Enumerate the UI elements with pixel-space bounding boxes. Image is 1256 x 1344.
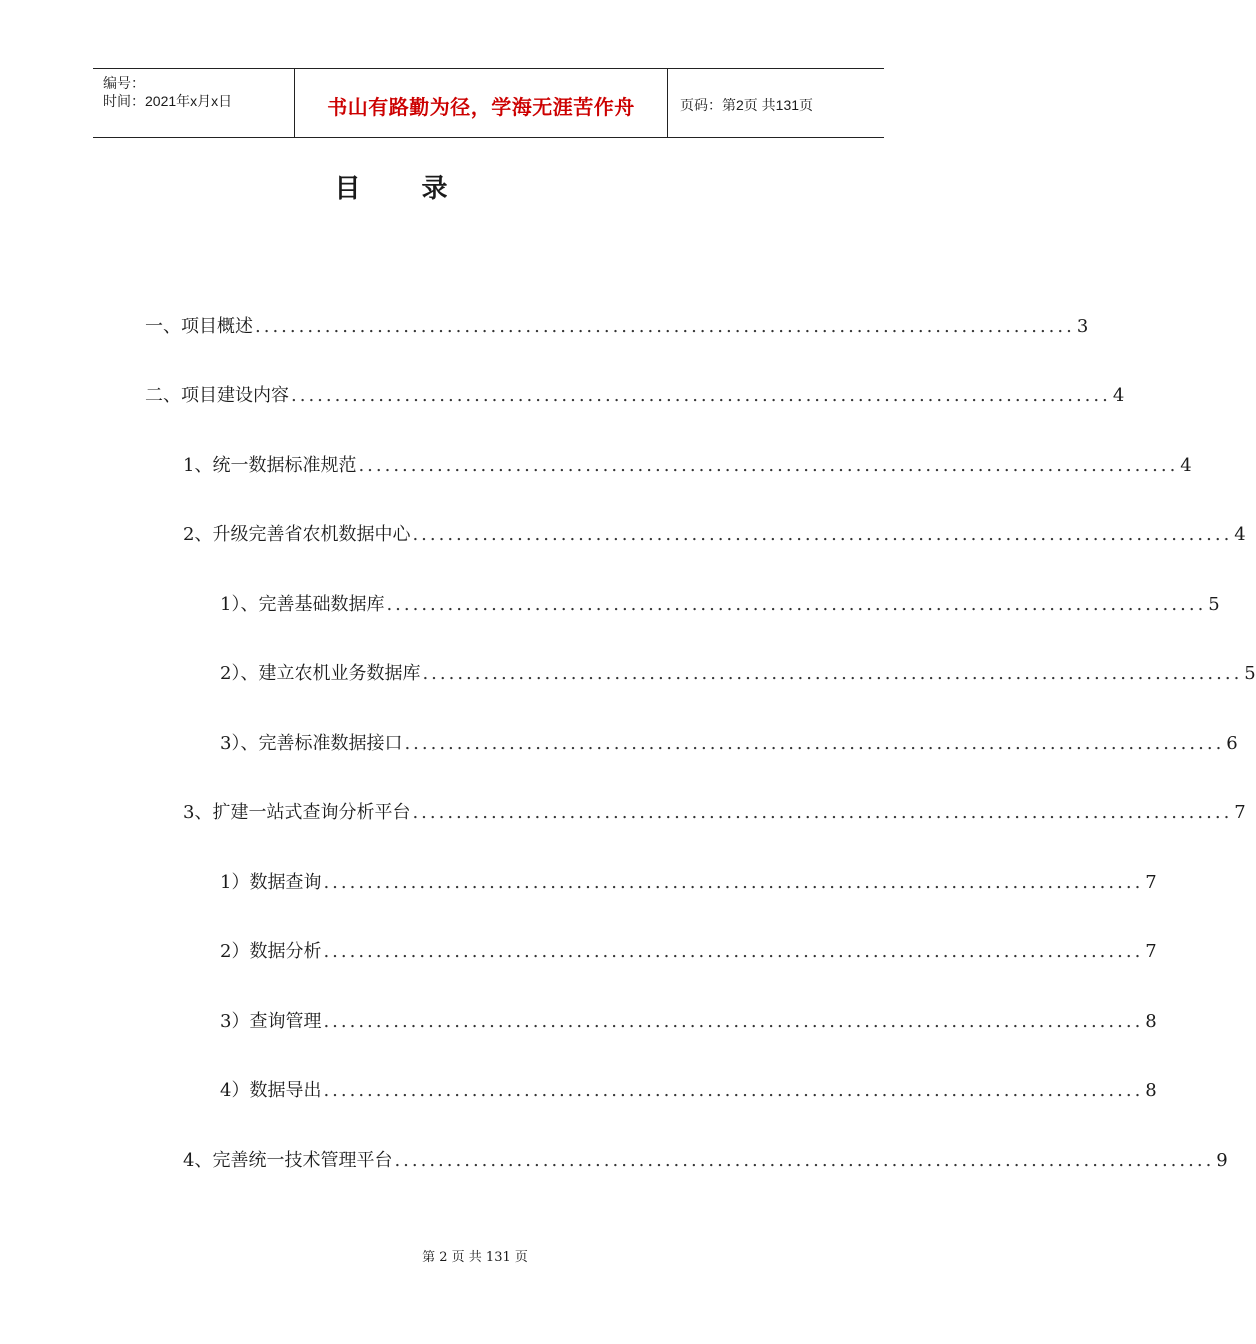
- toc-entry[interactable]: [220, 868, 1157, 898]
- header-motto: 书山有路勤为径，学海无涯苦作舟: [327, 95, 635, 119]
- toc-entry-page: 4: [1112, 385, 1125, 406]
- toc-entry-label: 2）数据分析: [220, 941, 322, 962]
- toc-leader-dots: ..............................................................................................: [412, 802, 1233, 823]
- toc-leader-dots: ..............................................................................................: [323, 941, 1144, 962]
- toc-entry-page: 7: [1145, 872, 1157, 893]
- toc-entry[interactable]: [145, 381, 1125, 411]
- toc-entry-label: 3）、完善标准数据接口: [220, 733, 403, 754]
- toc-entry[interactable]: [145, 312, 1089, 342]
- toc-entry-label: 1）、完善基础数据库: [220, 594, 385, 615]
- header-page-cell: [668, 69, 884, 137]
- toc-entry-label: 2、升级完善省农机数据中心: [183, 524, 411, 545]
- page-footer: 第 2 页 共 131 页: [422, 1250, 528, 1265]
- toc-leader-dots: ..............................................................................................: [323, 1011, 1144, 1032]
- toc-entry-label: 4、完善统一技术管理平台: [183, 1150, 393, 1171]
- toc-entry[interactable]: [183, 1146, 1228, 1176]
- toc-title: 目 录: [334, 174, 474, 204]
- toc-leader-dots: ..............................................................................................: [323, 1080, 1144, 1101]
- toc-entry-label: 2）、建立农机业务数据库: [220, 663, 421, 684]
- toc-entry[interactable]: [220, 729, 1238, 759]
- toc-leader-dots: ..............................................................................................: [255, 316, 1075, 337]
- toc-leader-dots: ..............................................................................................: [394, 1150, 1215, 1171]
- toc-entry-label: 4）数据导出: [220, 1080, 322, 1101]
- toc-entry-page: 6: [1226, 733, 1238, 754]
- header-table: [93, 68, 884, 138]
- toc-entry-label: 3、扩建一站式查询分析平台: [183, 802, 411, 823]
- header-page-info: 页码：第2页 共131页: [680, 97, 814, 113]
- toc-entry-page: 4: [1234, 524, 1246, 545]
- toc-entry-page: 3: [1076, 316, 1089, 337]
- document-number-label: 编号：: [103, 75, 145, 91]
- toc-entry-page: 4: [1180, 455, 1192, 476]
- toc-entry[interactable]: [220, 937, 1157, 967]
- toc-entry-page: 7: [1145, 941, 1157, 962]
- toc-entry[interactable]: [220, 659, 1256, 689]
- toc-leader-dots: ..............................................................................................: [291, 385, 1111, 406]
- toc-entry[interactable]: [220, 1007, 1157, 1037]
- header-motto-cell: [295, 69, 668, 137]
- toc-entry[interactable]: [183, 520, 1246, 550]
- toc-entry[interactable]: [183, 798, 1246, 828]
- toc-entry[interactable]: [220, 1076, 1157, 1106]
- toc-entry-page: 7: [1234, 802, 1246, 823]
- toc-leader-dots: ..............................................................................................: [358, 455, 1179, 476]
- toc-entry-label: 1、统一数据标准规范: [183, 455, 357, 476]
- toc-leader-dots: ..............................................................................................: [323, 872, 1144, 893]
- toc-entry-page: 8: [1145, 1011, 1157, 1032]
- header-meta-cell: [93, 69, 295, 137]
- document-time-label: 时间：2021年x月x日: [103, 93, 233, 109]
- toc-entry-label: 一、项目概述: [145, 316, 253, 337]
- toc-entry[interactable]: [220, 590, 1220, 620]
- toc-leader-dots: ..............................................................................................: [422, 663, 1243, 684]
- toc-leader-dots: ..............................................................................................: [386, 594, 1207, 615]
- toc-entry-page: 5: [1208, 594, 1220, 615]
- toc-leader-dots: ..............................................................................................: [404, 733, 1225, 754]
- toc-entry-page: 8: [1145, 1080, 1157, 1101]
- toc-leader-dots: ..............................................................................................: [412, 524, 1233, 545]
- toc-entry-page: 5: [1244, 663, 1256, 684]
- toc-entry-page: 9: [1216, 1150, 1228, 1171]
- toc-entry-label: 3）查询管理: [220, 1011, 322, 1032]
- toc-entry-label: 1）数据查询: [220, 872, 322, 893]
- toc-entry[interactable]: [183, 451, 1192, 481]
- toc-entry-label: 二、项目建设内容: [145, 385, 289, 406]
